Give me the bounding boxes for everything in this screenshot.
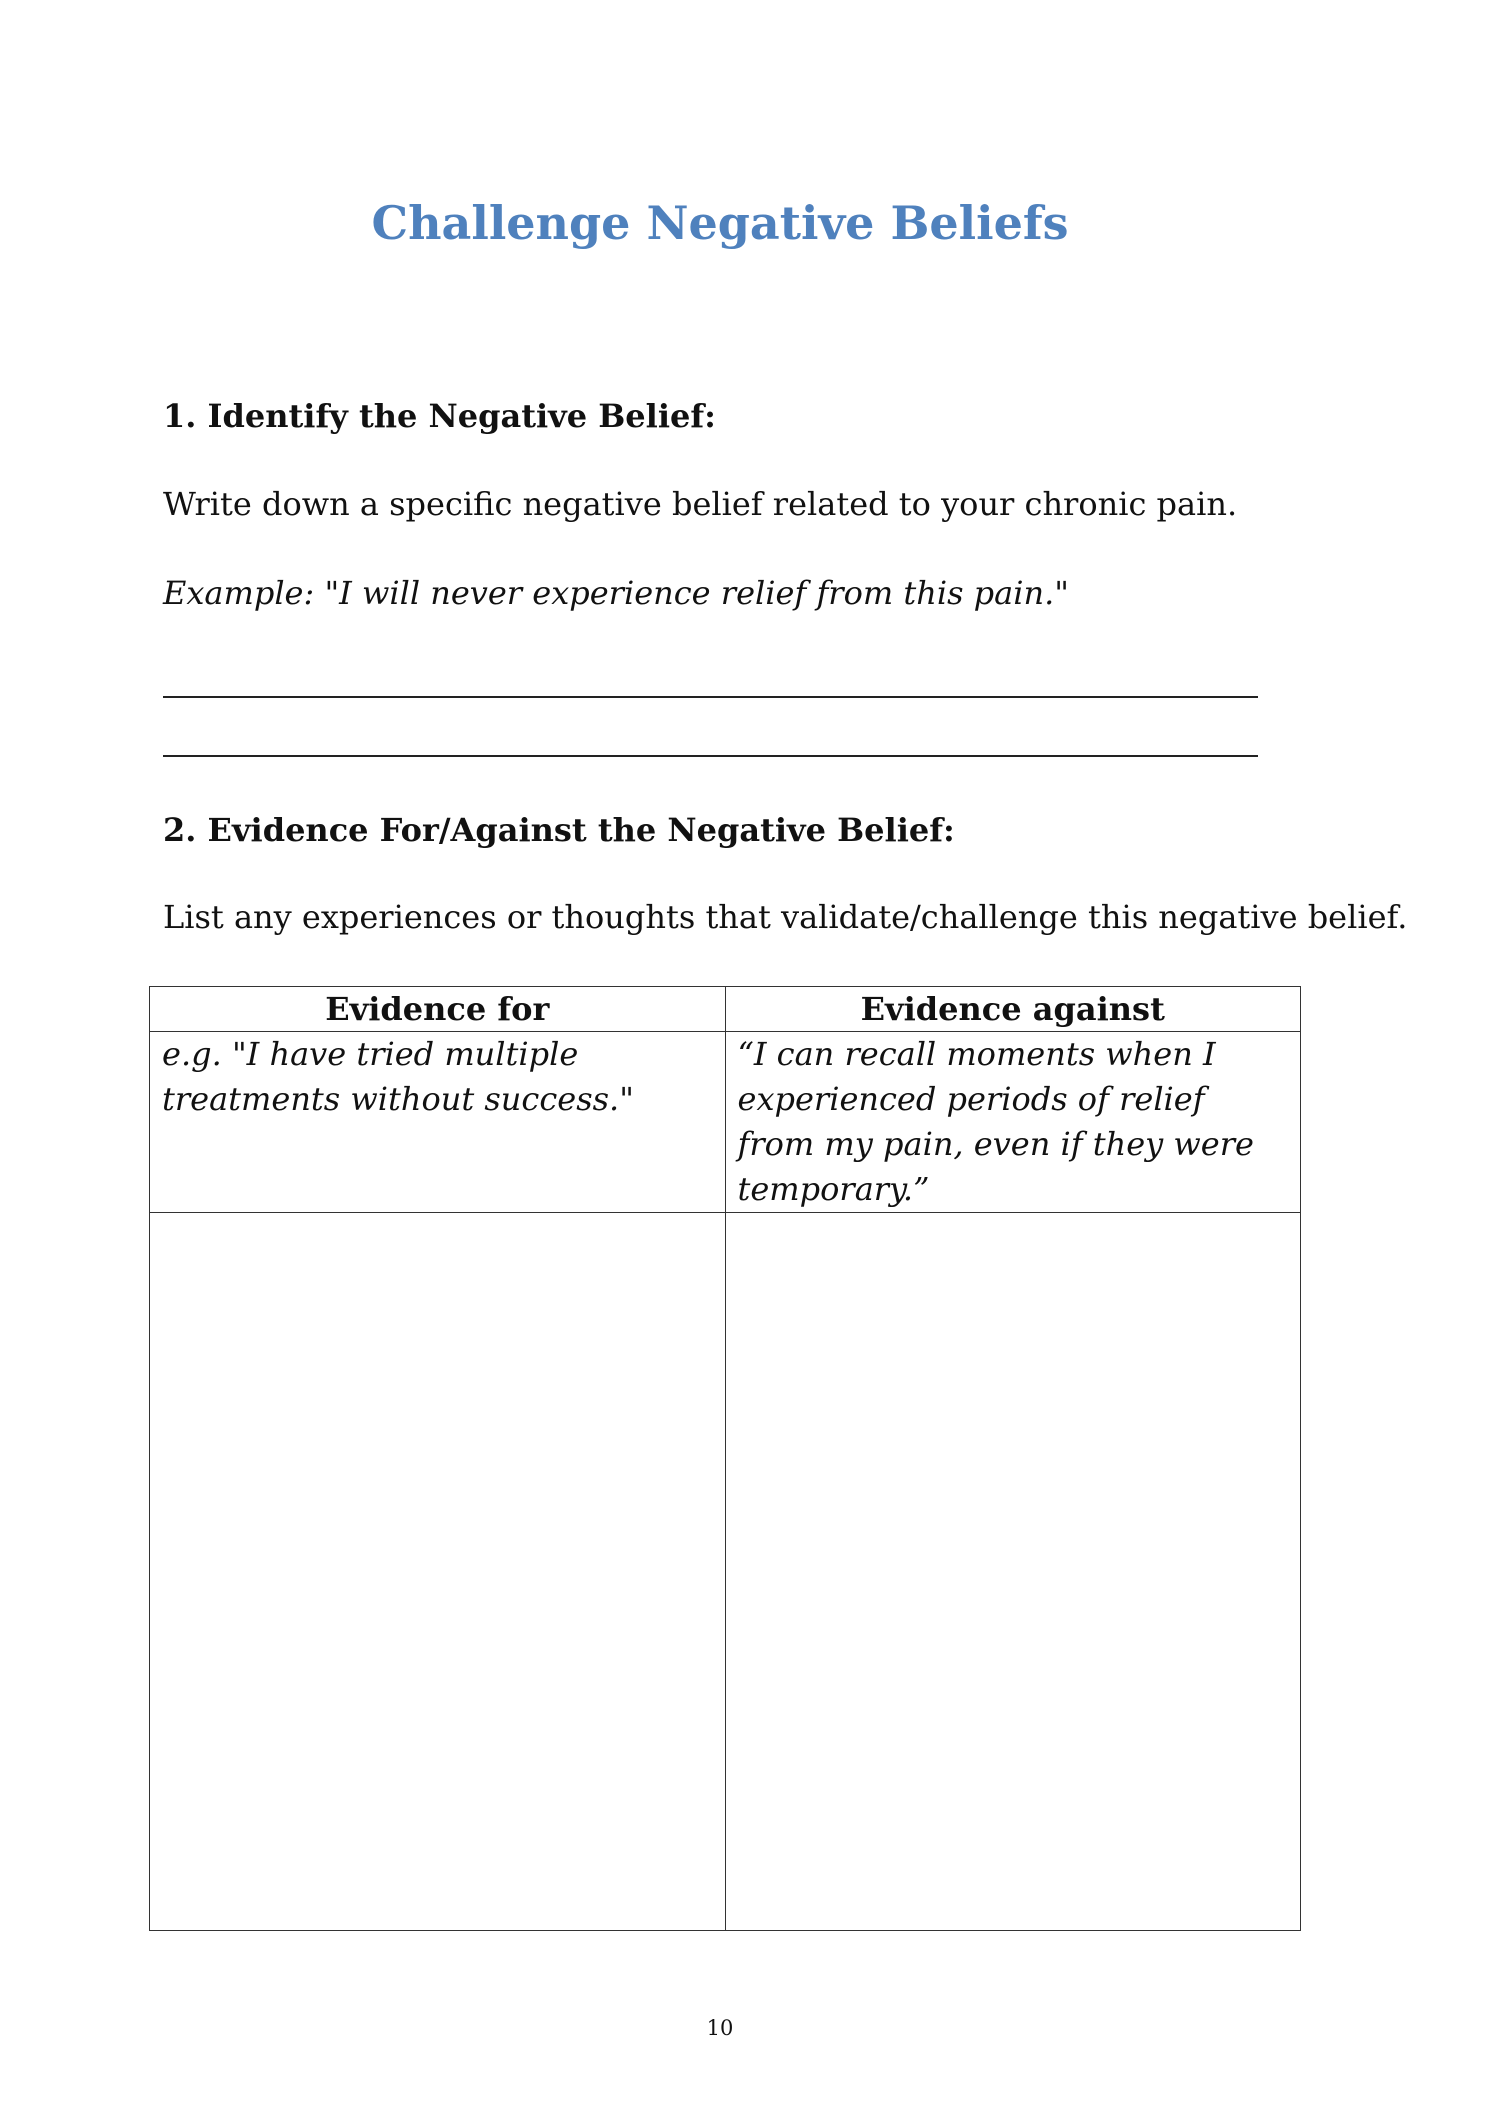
section-1-heading: 1. Identify the Negative Belief: [163, 397, 716, 435]
section-1-example: Example: "I will never experience relief from this pain." [163, 574, 1069, 612]
evidence-against-example: “I can recall moments when I experienced periods of relief from my pain, even if they were temporary.” [725, 1032, 1301, 1213]
table-example-row [150, 1032, 1301, 1213]
answer-line-1[interactable] [163, 696, 1258, 698]
page-title: Challenge Negative Beliefs [371, 196, 1069, 250]
page-number: 10 [706, 2016, 734, 2040]
evidence-for-header: Evidence for [150, 987, 726, 1032]
evidence-against-header: Evidence against [725, 987, 1301, 1032]
evidence-for-example: e.g. "I have tried multiple treatments without success." [150, 1032, 726, 1213]
section-1-instruction: Write down a specific negative belief related to your chronic pain. [163, 485, 1238, 523]
answer-line-2[interactable] [163, 755, 1258, 757]
evidence-against-blank-cell[interactable] [725, 1213, 1301, 1931]
table-blank-row [150, 1213, 1301, 1931]
table-header-row [150, 987, 1301, 1032]
evidence-table [149, 986, 1301, 1931]
section-2-instruction: List any experiences or thoughts that validate/challenge this negative belief. [163, 898, 1408, 936]
section-2-heading: 2. Evidence For/Against the Negative Belief: [163, 811, 955, 849]
evidence-for-blank-cell[interactable] [150, 1213, 726, 1931]
